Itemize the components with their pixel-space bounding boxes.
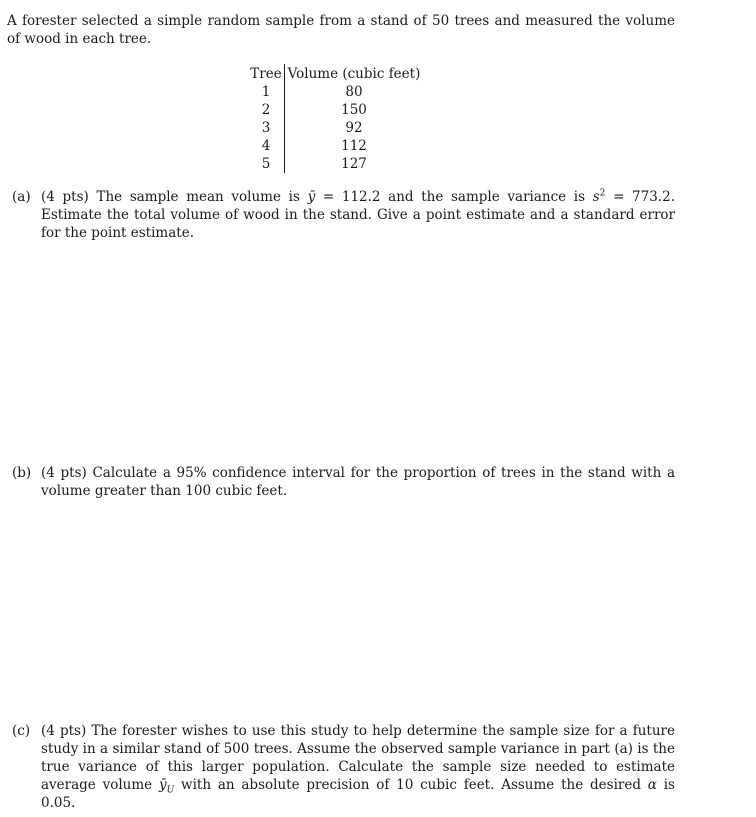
part-c-text-1: The forester wishes to use this study to help determine the sample size for a future study in a similar stand of 500 trees. Assume the observed sample variance in part (a) is the true variance of this larger population. Calculate the sample size needed to estimate average volume [41, 723, 675, 793]
part-b [12, 464, 675, 500]
tree-cell: 1 [248, 83, 285, 101]
ybar-symbol: ȳ [307, 189, 316, 205]
tree-cell: 4 [248, 137, 285, 155]
tree-cell: 3 [248, 119, 285, 137]
table-row [248, 101, 423, 119]
table-row [248, 155, 423, 173]
part-c-points: (4 pts) [41, 723, 87, 739]
part-c-label: (c) [12, 723, 31, 739]
table-row [248, 119, 423, 137]
part-b-points: (4 pts) [41, 465, 87, 481]
s-symbol: s [592, 189, 600, 205]
intro-paragraph: A forester selected a simple random sample from a stand of 50 trees and measured the volume of wood in each tree. [7, 13, 675, 47]
tree-volume-table [248, 64, 423, 173]
part-c [12, 722, 675, 812]
header-tree: Tree [248, 64, 285, 83]
part-a-variance-eq: = 773.2. Estimate the total volume of wood in the stand. Give a point estimate and a standard error for the point estimate. [41, 189, 675, 241]
tree-cell: 5 [248, 155, 285, 173]
volume-cell: 92 [345, 120, 363, 136]
part-a-points: (4 pts) [41, 189, 89, 205]
volume-cell: 80 [345, 84, 363, 100]
ybar-u-symbol: ȳ [158, 777, 167, 793]
part-c-text-2: with an absolute precision of 10 cubic feet. Assume the desired [181, 777, 641, 793]
tree-cell: 2 [248, 101, 285, 119]
part-b-label: (b) [12, 465, 32, 481]
u-subscript: U [166, 785, 175, 796]
part-a-text [41, 188, 675, 242]
part-c-text-3: is 0.05. [41, 777, 675, 811]
part-b-question: Calculate a 95% confidence interval for the proportion of trees in the stand with a volume greater than 100 cubic feet. [41, 465, 675, 499]
part-c-text [41, 722, 675, 812]
part-a-label: (a) [12, 189, 31, 205]
part-a-mean-eq: = 112.2 and the sample variance is [322, 189, 586, 205]
table-row [248, 137, 423, 155]
alpha-symbol: α [647, 777, 657, 793]
part-a-text-1: The sample mean volume is [96, 189, 300, 205]
table-header-row [248, 64, 423, 83]
part-b-text [41, 464, 675, 500]
volume-cell: 150 [341, 102, 367, 118]
volume-cell: 112 [341, 138, 367, 154]
volume-cell: 127 [341, 156, 367, 172]
table-row [248, 83, 423, 101]
square-exponent: 2 [599, 188, 606, 199]
header-volume: Volume (cubic feet) [287, 65, 421, 82]
part-a [12, 188, 675, 242]
